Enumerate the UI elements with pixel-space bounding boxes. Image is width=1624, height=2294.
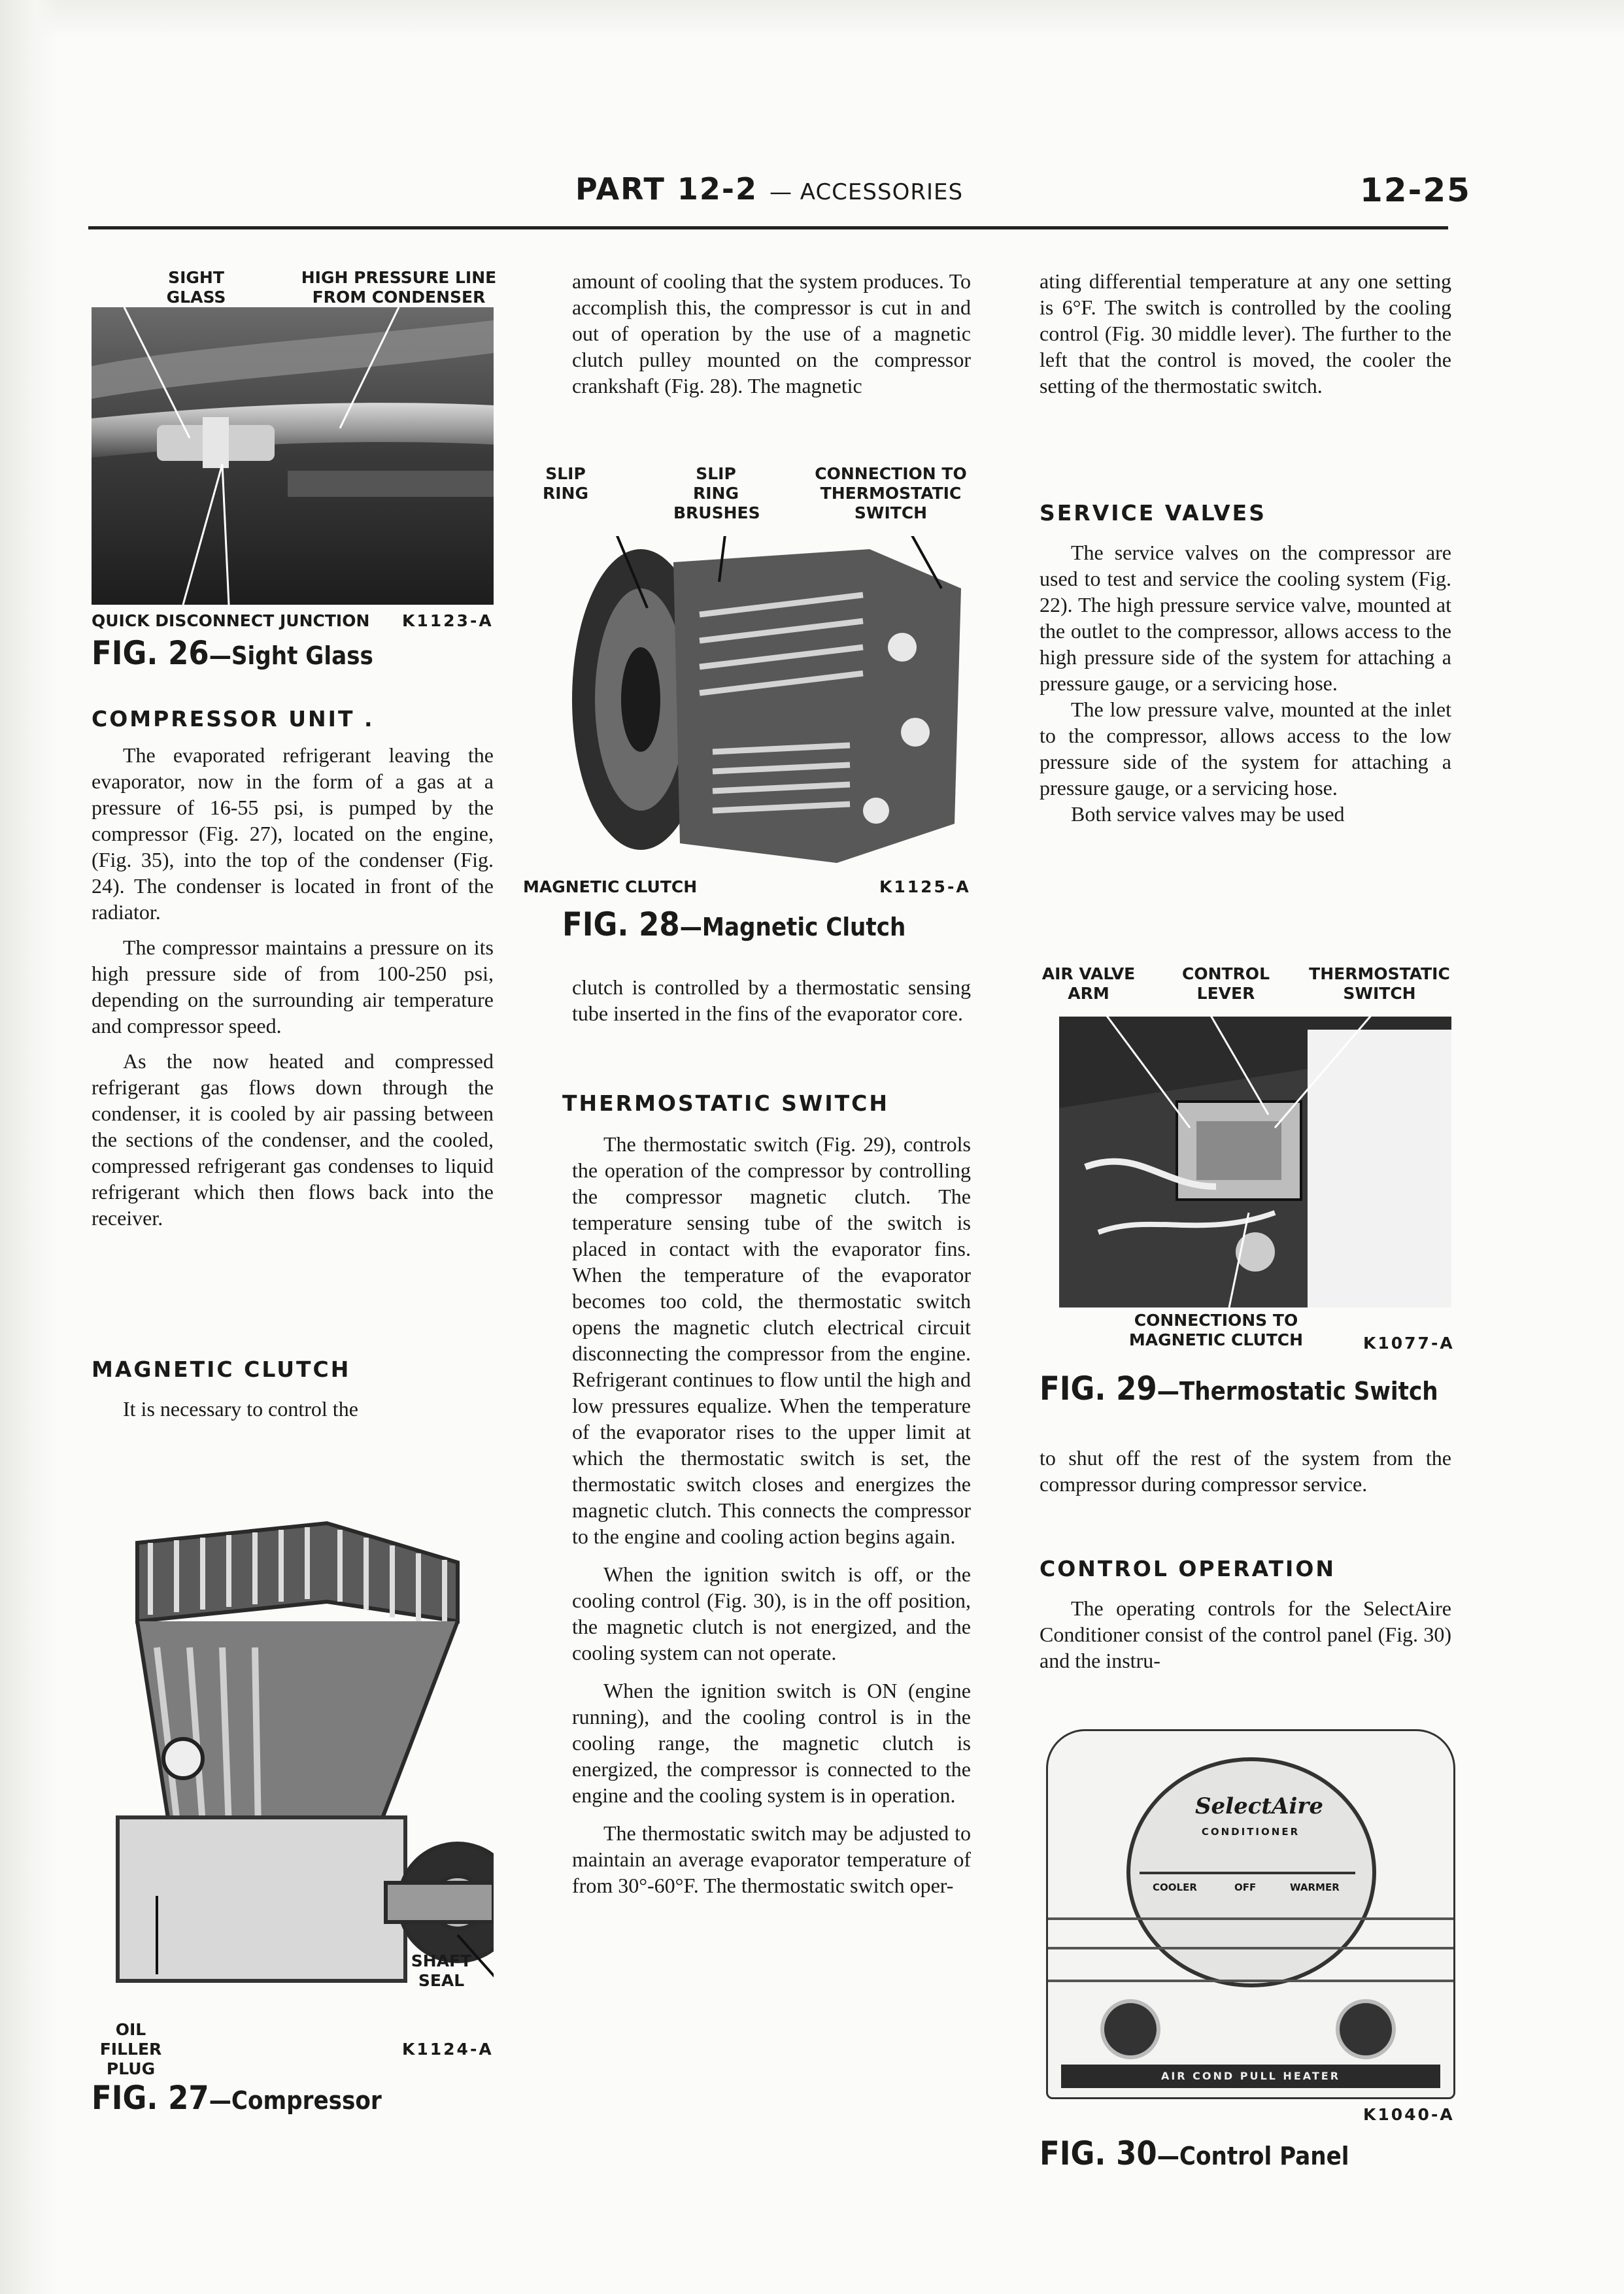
label-thermostatic-switch: THERMOSTATIC SWITCH	[1309, 964, 1450, 1003]
label-slip-ring: SLIP RING	[543, 464, 588, 503]
service-p3: Both service valves may be used	[1071, 802, 1345, 826]
fig28-caption	[562, 905, 905, 943]
label-magnetic-clutch: MAGNETIC CLUTCH	[523, 877, 698, 896]
scan-shadow-top	[0, 0, 1624, 39]
fig29-caption	[1040, 1370, 1438, 1408]
fig27-caption	[92, 2079, 382, 2117]
fig26-caption-num: FIG. 26	[92, 634, 209, 672]
part-title: PART 12-2	[575, 171, 758, 207]
heading-thermostatic-switch: THERMOSTATIC SWITCH	[562, 1090, 889, 1116]
compressor-unit-text	[92, 742, 494, 1231]
label-quick-disconnect: QUICK DISCONNECT JUNCTION	[92, 611, 370, 630]
label-control-lever: CONTROL LEVER	[1181, 964, 1270, 1003]
thermostatic-p1: The thermostatic switch (Fig. 29), controls the operation of the compressor by controlling the compressor magnetic clutch. The temperature sensing tube of the switch is placed in contact with the evaporator fins. When the temperature of the evaporator becomes too cold, the thermostatic switch opens the magnetic clutch electrical circuit disconnecting the compressor from the engine. Refrigerant continues to flow until the high and low pressures equalize. When the temperature of the evaporator rises to the upper limit at which the thermostatic switch is set, the thermostatic switch closes and energizes the magnetic clutch. This connects the compressor to the engine and cooling action begins again.	[572, 1132, 971, 1548]
panel-off: OFF	[1234, 1881, 1257, 1893]
thermostatic-p3: When the ignition switch is ON (engine running), and the cooling control is in the cooling range, the magnetic clutch is energized, the compressor is connected to the engine and the cooling system is in operation.	[572, 1679, 971, 1807]
fig26-caption	[92, 634, 373, 672]
control-operation-p1: The operating controls for the SelectAire Conditioner consist of the control panel (Fig. 30) and the instru-	[1040, 1596, 1451, 1672]
panel-scale-line	[1140, 1872, 1355, 1874]
fig26-code: K1123-A	[402, 611, 494, 630]
fig28-photo	[562, 536, 971, 876]
magnetic-clutch-p1-start: It is necessary to control the	[123, 1397, 358, 1421]
fig29-caption-num: FIG. 29	[1040, 1370, 1157, 1408]
fig26-photo	[92, 307, 494, 605]
fig29-caption-text: —Thermostatic Switch	[1157, 1377, 1438, 1406]
fig29-code: K1077-A	[1363, 1334, 1455, 1353]
page-number: 12-25	[1360, 171, 1471, 209]
label-connections-magnetic-clutch: CONNECTIONS TO MAGNETIC CLUTCH	[1128, 1311, 1304, 1349]
fig28-code: K1125-A	[879, 877, 971, 896]
label-high-pressure-line: HIGH PRESSURE LINE FROM CONDENSER	[301, 268, 497, 307]
panel-brand: SelectAire	[1195, 1793, 1323, 1819]
service-valves-text	[1040, 539, 1451, 827]
label-connection-thermostatic: CONNECTION TO THERMOSTATIC SWITCH	[815, 464, 967, 522]
fig26-caption-text: —Sight Glass	[209, 641, 373, 670]
service-p3-cont: to shut off the rest of the system from the compressor during compressor service.	[1040, 1446, 1451, 1496]
fig30-code: K1040-A	[1363, 2105, 1455, 2124]
fig29-photo	[1059, 1017, 1451, 1307]
compressor-p2: The compressor maintains a pressure on its high pressure side of from 100-250 psi, depending on the surrounding air temperature and compressor speed.	[92, 936, 494, 1037]
panel-cooler: COOLER	[1153, 1881, 1197, 1893]
label-air-valve-arm: AIR VALVE ARM	[1041, 964, 1136, 1003]
panel-warmer: WARMER	[1290, 1881, 1340, 1893]
magnetic-clutch-p1-cont: amount of cooling that the system produces. To accomplish this, the compressor is cut in and out of operation by the use of a magnetic clutch pulley mounted on the compressor crankshaft (Fig. 28). The magnetic	[572, 269, 971, 397]
panel-left-knob	[1100, 1999, 1160, 2059]
fig30-caption-text: —Control Panel	[1157, 2142, 1349, 2170]
fig28-caption-num: FIG. 28	[562, 905, 680, 943]
fig27-photo	[92, 1451, 494, 2027]
fig27-code: K1124-A	[402, 2040, 494, 2059]
heading-service-valves: SERVICE VALVES	[1040, 500, 1266, 526]
heading-compressor-unit: COMPRESSOR UNIT .	[92, 706, 375, 732]
compressor-p1: The evaporated refrigerant leaving the evaporator, now in the form of a gas at a pressure of 16-55 psi, is pumped by the compressor (Fig. 27), located on the engine, (Fig. 35), into the top of the condenser (Fig. 24). The condenser is located in front of the radiator.	[92, 743, 494, 924]
fig28-caption-text: —Magnetic Clutch	[679, 913, 906, 941]
section-title: — ACCESSORIES	[769, 179, 964, 205]
fig27-caption-text: —Compressor	[209, 2086, 382, 2115]
header-rule	[88, 226, 1448, 229]
running-header	[575, 171, 963, 207]
thermostatic-p4-cont: ating differential temperature at any one setting is 6°F. The switch is controlled by the cooling control (Fig. 30 middle lever). The further to the left that the control is moved, the cooler the setting of the thermostatic switch.	[1040, 269, 1451, 397]
label-sight-glass: SIGHT GLASS	[166, 268, 226, 307]
scan-shadow-left	[0, 0, 59, 2294]
panel-chrome-line-2	[1048, 1947, 1453, 1949]
thermostatic-switch-text	[572, 1131, 971, 1898]
panel-chrome-line-1	[1048, 1917, 1453, 1920]
panel-pull-strip: AIR COND PULL HEATER	[1061, 2065, 1440, 2088]
compressor-p3: As the now heated and compressed refrigerant gas flows down through the condenser, it is cooled by air passing between the sections of the condenser, and the cooled, compressed refrigerant gas condenses to liquid refrigerant which then flows back into the receiver.	[92, 1049, 494, 1230]
thermostatic-p2: When the ignition switch is off, or the cooling control (Fig. 30), is in the off position, the magnetic clutch is not energized, and the cooling system can not operate.	[572, 1562, 971, 1664]
thermostatic-p4: The thermostatic switch may be adjusted to maintain an average evaporator temperature of from 30°-60°F. The thermostatic switch oper-	[572, 1821, 971, 1897]
fig30-caption-num: FIG. 30	[1040, 2134, 1157, 2172]
fig27-caption-num: FIG. 27	[92, 2079, 209, 2117]
heading-magnetic-clutch: MAGNETIC CLUTCH	[92, 1357, 351, 1382]
magnetic-clutch-p2: clutch is controlled by a thermostatic sensing tube inserted in the fins of the evaporator core.	[572, 975, 971, 1025]
panel-chrome-line-3	[1048, 1980, 1453, 1982]
heading-control-operation: CONTROL OPERATION	[1040, 1556, 1336, 1581]
label-slip-ring-brushes: SLIP RING BRUSHES	[673, 464, 760, 522]
panel-right-knob	[1336, 1999, 1396, 2059]
fig30-control-panel	[1046, 1729, 1455, 2099]
service-p1: The service valves on the compressor are used to test and service the cooling system (Fig. 22). The high pressure service valve, mounted at the outlet to the compressor, allows access to the high pressure side of the system for attaching a pressure gauge, or a servicing hose.	[1040, 541, 1451, 695]
service-p2: The low pressure valve, mounted at the inlet to the compressor, allows access to the low pressure side of the system for attaching a pressure gauge, or a servicing hose.	[1040, 698, 1451, 800]
label-oil-filler-plug: OIL FILLER PLUG	[99, 2020, 162, 2078]
label-shaft-seal: SHAFT SEAL	[411, 1951, 472, 1990]
fig30-caption	[1040, 2134, 1349, 2172]
panel-subtitle: CONDITIONER	[1201, 1826, 1300, 1838]
